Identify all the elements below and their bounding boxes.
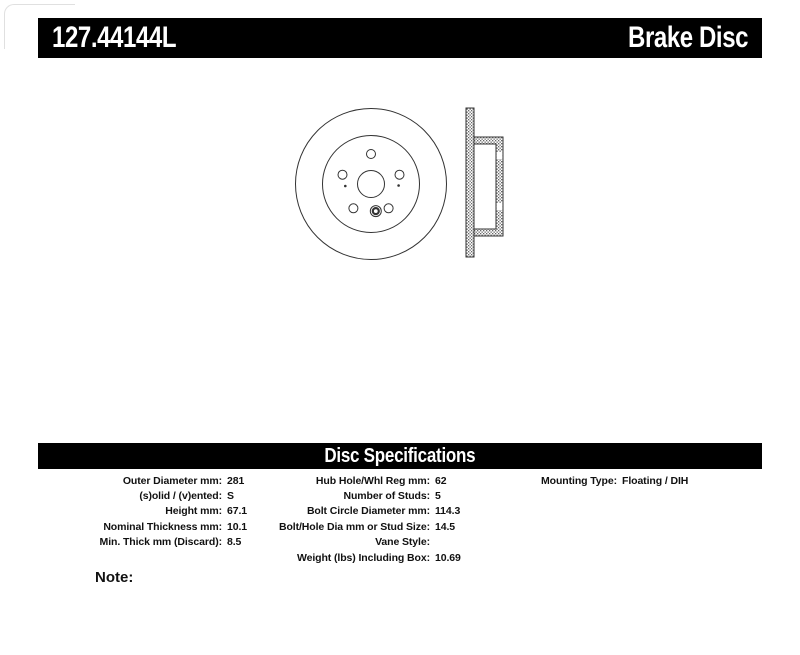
spec-row xyxy=(245,473,461,488)
spec-section-header xyxy=(38,443,762,469)
alignment-dot-right xyxy=(397,184,400,187)
spec-row xyxy=(37,488,247,503)
spec-label: (s)olid / (v)ented: xyxy=(139,490,222,503)
spec-value: 5 xyxy=(435,490,441,503)
stud-hole xyxy=(395,170,404,179)
spec-row xyxy=(37,504,247,519)
spec-row xyxy=(245,488,461,503)
spec-label: Outer Diameter mm: xyxy=(122,474,222,487)
spec-label: Min. Thick mm (Discard): xyxy=(99,536,222,549)
spec-value: 10.1 xyxy=(227,520,248,533)
spec-column-right xyxy=(527,473,688,488)
spec-value: 281 xyxy=(227,474,245,487)
friction-ring-section xyxy=(466,108,474,257)
spec-row xyxy=(245,519,461,534)
outer-diameter-circle xyxy=(296,109,447,260)
stud-hole xyxy=(349,204,358,213)
spec-label: Hub Hole/Whl Reg mm: xyxy=(315,474,430,487)
technical-drawing xyxy=(288,92,518,272)
part-number: 127.44144L xyxy=(52,21,177,54)
spec-value: Floating / DIH xyxy=(622,474,689,487)
spec-label: Nominal Thickness mm: xyxy=(103,520,222,533)
spec-label: Bolt Circle Diameter mm: xyxy=(306,505,430,518)
stud-hole xyxy=(338,170,347,179)
brake-disc-front-view xyxy=(296,109,447,260)
stud-hole xyxy=(367,150,376,159)
alignment-dot-left xyxy=(344,185,347,188)
header-bar xyxy=(38,18,762,58)
spec-value: 67.1 xyxy=(227,505,248,518)
spec-label: Mounting Type: xyxy=(541,474,617,487)
spec-label: Weight (lbs) Including Box: xyxy=(296,551,430,564)
hub-hole-circle xyxy=(358,171,385,198)
hat-section xyxy=(474,137,503,236)
spec-label: Height mm: xyxy=(165,505,222,518)
spec-value: S xyxy=(227,490,234,503)
spec-column-middle xyxy=(245,473,461,565)
spec-value: 8.5 xyxy=(227,536,242,549)
brake-disc-cross-section xyxy=(466,108,503,257)
set-screw-hole-inner xyxy=(373,208,379,214)
spec-row xyxy=(245,535,461,550)
spec-label: Number of Studs: xyxy=(343,490,430,503)
spec-label: Vane Style: xyxy=(375,536,430,549)
spec-value: 114.3 xyxy=(435,505,461,518)
hat-diameter-circle xyxy=(323,136,420,233)
brake-disc-diagram xyxy=(288,92,518,272)
spec-row xyxy=(37,519,247,534)
spec-section-title: Disc Specifications xyxy=(324,444,476,467)
note-label: Note: xyxy=(95,569,134,586)
spec-row xyxy=(527,473,688,488)
spec-row xyxy=(245,550,461,565)
spec-row xyxy=(37,535,247,550)
stud-hole xyxy=(384,204,393,213)
spec-row xyxy=(245,504,461,519)
spec-value: 14.5 xyxy=(435,520,456,533)
spec-label: Bolt/Hole Dia mm or Stud Size: xyxy=(278,520,430,533)
stud-hole-slot-top xyxy=(497,152,503,159)
spec-row xyxy=(37,473,247,488)
spec-value: 10.69 xyxy=(435,551,461,564)
product-type-title: Brake Disc xyxy=(627,21,748,54)
spec-column-left xyxy=(37,473,247,550)
spec-value: 62 xyxy=(435,474,447,487)
stud-hole-slot-bottom xyxy=(497,203,503,210)
